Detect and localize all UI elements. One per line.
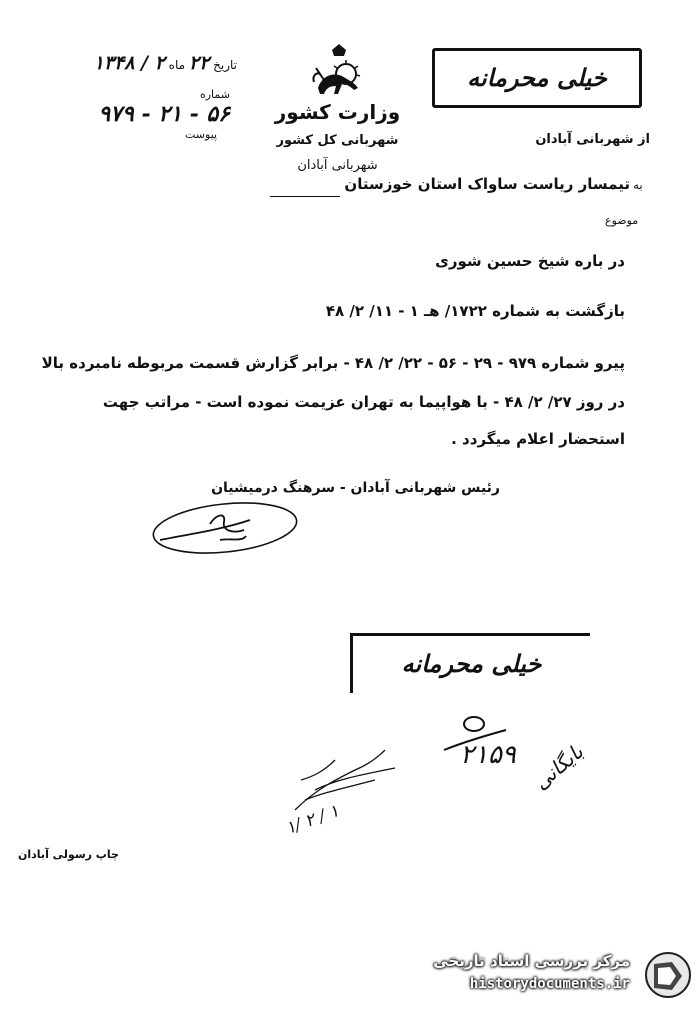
number-field [30,88,230,127]
recipient-underline [270,196,340,197]
date-field [22,52,237,74]
body-line-2: در روز ۲۷/ ۲/ ۴۸ - با هواپیما به تهران عزیمت نموده است - مراتب جهت [102,393,625,411]
date-month-year: ۲ / ۱۳۴۸ [93,52,165,74]
handwritten-number: ۲۱۵۹ [460,740,516,770]
watermark-url: historydocuments.ir [469,976,630,992]
office-name: شهربانی آبادان [297,158,378,173]
sender-line: از شهربانی آبادان [535,132,650,147]
date-label: تاریخ [213,58,237,72]
number-label: شماره [199,88,230,101]
to-label: به [633,178,643,192]
recipient: تیمسار ریاست ساواک استان خوزستان [344,175,630,193]
body-line-3: استحضار اعلام میگردد . [451,430,625,448]
confidential-stamp-bottom: خیلی محرمانه [350,633,590,693]
reference-line: بازگشت به شماره ۱۷۲۲/ هـ ۱ - ۱۱/ ۲/ ۴۸ [325,302,625,320]
watermark-title: مرکز بررسی اسناد تاریخی [433,952,630,970]
subject-label: موضوع [605,214,639,227]
number-value: ۵۶ - ۲۱ - ۹۷۹ [98,101,230,127]
body-line-1: پیرو شماره ۹۷۹ - ۲۹ - ۵۶ - ۲۲/ ۲/ ۴۸ - برابر گزارش قسمت مربوطه نامبرده بالا [41,354,625,372]
confidential-stamp-top: خیلی محرمانه [432,48,642,108]
subject-text: در باره شیخ حسین شوری [435,252,625,270]
handwritten-signature [150,500,300,560]
department-name: شهربانی کل کشور [276,133,399,148]
attachment-label: پیوست [185,128,218,141]
date-day: ۲۲ [188,52,210,74]
month-label: ماه [168,58,186,72]
handwritten-archive-note: بایگانی [528,739,588,795]
handwritten-date: ۱/ ۲ / ۱ [283,801,342,839]
lion-and-sun-emblem-icon [308,42,370,100]
ministry-title: وزارت کشور [274,100,401,124]
signatory-line: رئیس شهربانی آبادان - سرهنگ درمیشیان [211,480,500,496]
handwritten-mark [440,712,510,757]
printer-note: چاپ رسولی آبادان [18,848,119,861]
